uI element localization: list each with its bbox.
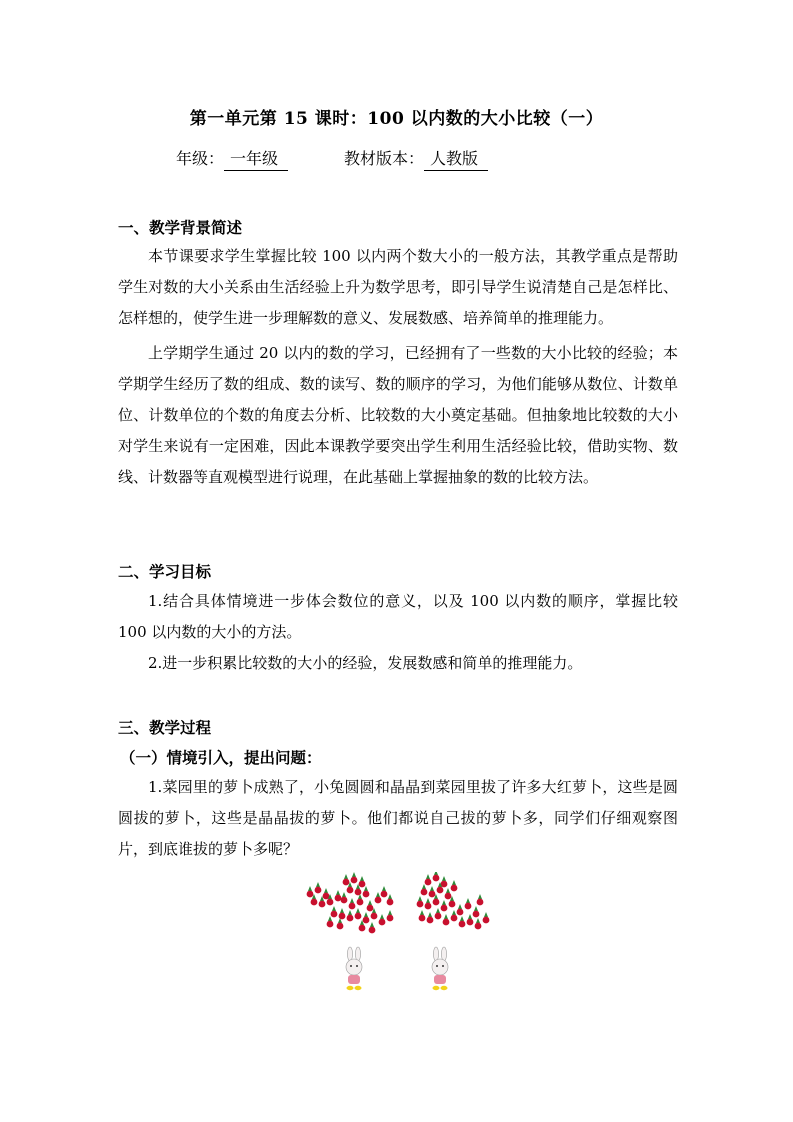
radish-leaf [460, 916, 464, 921]
radish-leaf [364, 912, 368, 917]
radish-icon [467, 919, 474, 926]
radish-icon [343, 879, 350, 886]
radish-icon [363, 917, 370, 924]
grade-label: 年级： [176, 149, 225, 168]
radish-icon [307, 891, 314, 898]
radish-leaf [328, 916, 332, 921]
radish-icon [477, 899, 484, 906]
radish-leaf [420, 910, 424, 915]
lesson-meta [176, 146, 488, 171]
goal-item-2: 2.进一步积累比较数的大小的经验，发展数感和简单的推理能力。 [148, 654, 583, 672]
radish-leaf [444, 914, 448, 919]
radish-leaf [468, 914, 472, 919]
radish-icon [369, 927, 376, 934]
radish-icon [335, 895, 342, 902]
goal-item-1: 1.结合具体情境进一步体会数位的意义，以及 100 以内数的顺序，掌握比较 100 以内数的大小的方法。 [118, 592, 678, 641]
edition-label: 教材版本： [344, 149, 425, 168]
radish-leaf [422, 884, 426, 889]
radish-leaf [356, 908, 360, 913]
radish-leaf [466, 898, 470, 903]
rabbit-ear [441, 947, 446, 961]
radish-leaf [364, 886, 368, 891]
radish-leaf [370, 922, 374, 927]
radish-leaf [458, 904, 462, 909]
radish-leaf [428, 912, 432, 917]
radish-icon [425, 903, 432, 910]
radish-leaf [332, 906, 336, 911]
section-heading-background: 一、教学背景简述 [118, 218, 243, 237]
radish-icon [387, 915, 394, 922]
section-heading-goals: 二、学习目标 [118, 562, 212, 581]
radish-icon [319, 901, 326, 908]
rabbit-eye [356, 965, 358, 967]
radish-icon [473, 911, 480, 918]
radish-leaf [434, 872, 438, 875]
radish-icon [337, 923, 344, 930]
radish-icon [315, 887, 322, 894]
rabbit-yuanyuan-body [348, 975, 360, 984]
radish-icon [327, 921, 334, 928]
radish-leaf [418, 896, 422, 901]
radish-icon [443, 919, 450, 926]
rabbit-jingjing-head [432, 959, 448, 975]
radish-icon [347, 887, 354, 894]
radish-icon [451, 885, 458, 892]
radish-leaf [484, 912, 488, 917]
rabbit-eye [442, 965, 444, 967]
radish-icon [347, 915, 354, 922]
radish-leaf [340, 908, 344, 913]
radish-icon [433, 899, 440, 906]
radish-icon [433, 875, 440, 882]
background-paragraph-1: 本节课要求学生掌握比较 100 以内两个数大小的一般方法，其教学重点是帮助学生对数的大小关系由生活经验上升为数学思考，即引导学生说清楚自己是怎样比、怎样想的，使学生进一步理解数的意义、发展数感、培养简单的推理能力。 [118, 247, 678, 327]
rabbit-foot [433, 986, 440, 990]
radish-leaf [388, 894, 392, 899]
radish-leaf [476, 918, 480, 923]
radish-icon [375, 897, 382, 904]
radish-icon [371, 913, 378, 920]
radish-leaf [324, 888, 328, 893]
radish-leaf [442, 900, 446, 905]
radish-icon [331, 911, 338, 918]
radish-icon [311, 899, 318, 906]
rabbit-ear [433, 947, 438, 961]
radish-icon [449, 901, 456, 908]
radish-icon [327, 899, 334, 906]
radish-icon [355, 913, 362, 920]
rabbit-jingjing-body [434, 975, 446, 984]
radish-leaf [388, 910, 392, 915]
rabbit-eye [350, 965, 352, 967]
radish-icon [349, 903, 356, 910]
radish-leaf [474, 906, 478, 911]
radish-icon [465, 903, 472, 910]
radish-leaf [452, 910, 456, 915]
radish-leaf [360, 876, 364, 881]
rabbit-yuanyuan-head [346, 959, 362, 975]
radish-leaf [376, 892, 380, 897]
radish-leaf [478, 894, 482, 899]
radish-icon [363, 891, 370, 898]
radish-icon [437, 887, 444, 894]
radish-icon [379, 919, 386, 926]
radish-icon [359, 881, 366, 888]
radish-leaf [316, 882, 320, 887]
radish-leaf [352, 872, 356, 877]
radish-icon [359, 925, 366, 932]
radish-icon [355, 889, 362, 896]
rabbit-eye [436, 965, 438, 967]
radish-icon [351, 877, 358, 884]
radish-leaf [380, 914, 384, 919]
background-paragraph-2: 上学期学生通过 20 以内的数的学习，已经拥有了一些数的大小比较的经验；本学期学生经历了数的组成、数的读写、数的顺序的学习，为他们能够从数位、计数单位、计数单位的个数的角度去分析、比较数的大小奠定基础。但抽象地比较数的大小对学生来说有一定困难，因此本课教学要突出学生利用生活经验比较，借助实物、数线、计数器等直观模型进行说理，在此基础上掌握抽象的数的比较方法。 [118, 344, 678, 486]
rabbit-ear [355, 947, 360, 961]
process-paragraph-1: 1.菜园里的萝卜成熟了，小兔圆圆和晶晶到菜园里拔了许多大红萝卜，这些是圆圆拔的萝卜，这些是晶晶拔的萝卜。他们都说自己拔的萝卜多，同学们仔细观察图片，到底谁拔的萝卜多呢？ [118, 778, 678, 858]
radish-icon [387, 899, 394, 906]
rabbit-foot [355, 986, 362, 990]
radish-leaf [344, 874, 348, 879]
process-subheading: （一）情境引入，提出问题： [120, 748, 322, 767]
page-title: 第一单元第 15 课时：100 以内数的大小比较（一） [189, 109, 604, 129]
radish-leaf [368, 900, 372, 905]
radish-leaf [426, 898, 430, 903]
rabbit-foot [347, 986, 354, 990]
radish-icon [451, 915, 458, 922]
radish-icon [475, 923, 482, 930]
edition-value: 人教版 [424, 146, 488, 171]
radish-icon [459, 921, 466, 928]
radish-leaf [350, 898, 354, 903]
radish-icon [429, 891, 436, 898]
radish-leaf [336, 890, 340, 895]
radish-icon [367, 905, 374, 912]
radish-icon [381, 891, 388, 898]
illustration-svg [300, 872, 500, 1002]
radish-icon [341, 897, 348, 904]
rabbit-ear [347, 947, 352, 961]
radish-leaf [430, 886, 434, 891]
radish-icon [483, 917, 490, 924]
radish-icon [425, 879, 432, 886]
grade-value: 一年级 [224, 146, 288, 171]
radish-leaf [446, 888, 450, 893]
radish-leaf [348, 910, 352, 915]
radish-icon [427, 917, 434, 924]
radish-icon [421, 889, 428, 896]
radish-leaf [442, 876, 446, 881]
radish-icon [445, 893, 452, 900]
radish-icon [417, 901, 424, 908]
radish-leaf [452, 880, 456, 885]
radish-leaf [426, 874, 430, 879]
radish-icon [357, 899, 364, 906]
radish-leaf [382, 886, 386, 891]
section-heading-process: 三、教学过程 [118, 718, 212, 737]
radish-leaf [308, 886, 312, 891]
radish-icon [441, 905, 448, 912]
radish-icon [419, 915, 426, 922]
radish-leaf [436, 908, 440, 913]
radish-icon [435, 913, 442, 920]
radish-icon [339, 913, 346, 920]
radish-icon [457, 909, 464, 916]
radish-leaf [342, 892, 346, 897]
radish-pile-and-rabbits-illustration [300, 872, 500, 1002]
rabbit-foot [441, 986, 448, 990]
